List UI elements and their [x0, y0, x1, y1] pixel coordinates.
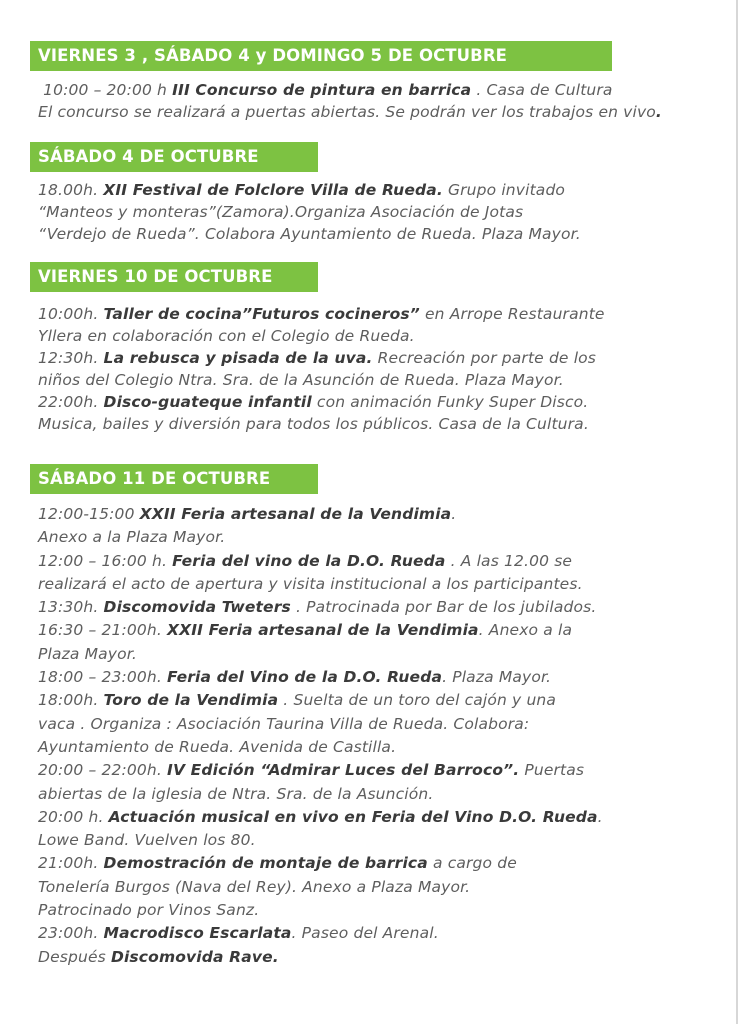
event-line: El concurso se realizará a puertas abiertas. Se podrán ver los trabajos en vivo. — [38, 103, 662, 121]
event-title: Feria del Vino de la D.O. Rueda — [167, 668, 443, 687]
event-line: 12:30h. La rebusca y pisada de la uva. Recreación por parte de los — [38, 349, 597, 367]
event-line: 21:00h. Demostración de montaje de barrica a cargo de — [38, 854, 517, 873]
event-line: “Verdejo de Rueda”. Colabora Ayuntamiento de Rueda. Plaza Mayor. — [38, 225, 581, 243]
event-title: Toro de la Vendimia — [103, 691, 279, 710]
event-title: La rebusca y pisada de la uva. — [103, 349, 373, 367]
event-title: Discomovida Rave. — [110, 947, 279, 966]
date-banner-oct-3-5: VIERNES 3 , SÁBADO 4 y DOMINGO 5 DE OCTUBRE — [30, 41, 612, 71]
event-line: abiertas de la iglesia de Ntra. Sra. de la Asunción. — [38, 784, 434, 803]
page-edge-divider — [736, 0, 738, 1024]
event-line: 12:00-15:00 XXII Feria artesanal de la Vendimia. — [38, 505, 457, 523]
event-line: realizará el acto de apertura y visita institucional a los participantes. — [38, 574, 583, 593]
event-title: Disco-guateque infantil — [103, 393, 312, 411]
date-banner-oct-11: SÁBADO 11 DE OCTUBRE — [30, 464, 318, 494]
event-title: XXII Feria artesanal de la Vendimia — [139, 505, 452, 523]
event-line: Yllera en colaboración con el Colegio de Rueda. — [38, 327, 415, 345]
event-line: vaca . Organiza : Asociación Taurina Villa de Rueda. Colabora: — [38, 714, 530, 733]
event-line: 12:00 – 16:00 h. Feria del vino de la D.O. Rueda . A las 12.00 se — [38, 551, 573, 570]
event-line: 23:00h. Macrodisco Escarlata. Paseo del Arenal. — [38, 924, 439, 943]
event-line: Ayuntamiento de Rueda. Avenida de Castilla. — [38, 737, 397, 756]
date-banner-oct-10: VIERNES 10 DE OCTUBRE — [30, 262, 318, 292]
date-banner-oct-4: SÁBADO 4 DE OCTUBRE — [30, 142, 318, 172]
event-line: 18.00h. XII Festival de Folclore Villa de Rueda. Grupo invitado — [38, 181, 566, 199]
event-title: Demostración de montaje de barrica — [103, 854, 428, 873]
event-title: III Concurso de pintura en barrica — [172, 81, 472, 99]
event-title: Taller de cocina”Futuros cocineros” — [103, 305, 420, 323]
event-title: XXII Feria artesanal de la Vendimia — [167, 621, 479, 640]
event-line: 18:00h. Toro de la Vendimia . Suelta de un toro del cajón y una — [38, 691, 557, 710]
event-title: Discomovida Tweters — [103, 598, 291, 617]
event-line: 20:00 h. Actuación musical en vivo en Feria del Vino D.O. Rueda. — [38, 807, 603, 826]
event-line: Lowe Band. Vuelven los 80. — [38, 831, 256, 850]
event-line: “Manteos y monteras”(Zamora).Organiza Asociación de Jotas — [38, 203, 524, 221]
event-line: 10:00h. Taller de cocina”Futuros cocineros” en Arrope Restaurante — [38, 305, 605, 323]
section-oct-10-text — [38, 303, 605, 435]
section-oct-4-text — [38, 179, 581, 245]
event-title: IV Edición “Admirar Luces del Barroco”. — [167, 761, 520, 780]
event-line: 22:00h. Disco-guateque infantil con animación Funky Super Disco. — [38, 393, 589, 411]
event-title: Feria del vino de la D.O. Rueda — [172, 551, 446, 570]
event-line: 13:30h. Discomovida Tweters . Patrocinada por Bar de los jubilados. — [38, 598, 597, 617]
event-line: Patrocinado por Vinos Sanz. — [38, 901, 260, 920]
event-line: Musica, bailes y diversión para todos los públicos. Casa de la Cultura. — [38, 415, 589, 433]
event-line: 20:00 – 22:00h. IV Edición “Admirar Luces del Barroco”. Puertas — [38, 761, 585, 780]
event-line: 16:30 – 21:00h. XXII Feria artesanal de la Vendimia. Anexo a la — [38, 621, 573, 640]
section-oct-3-5-text — [38, 79, 662, 123]
section-oct-11-text — [38, 503, 603, 969]
event-line: Tonelería Burgos (Nava del Rey). Anexo a Plaza Mayor. — [38, 877, 471, 896]
event-title: XII Festival de Folclore Villa de Rueda. — [103, 181, 443, 199]
event-line: 18:00 – 23:00h. Feria del Vino de la D.O. Rueda. Plaza Mayor. — [38, 668, 552, 687]
event-title: Actuación musical en vivo en Feria del Vino D.O. Rueda — [108, 807, 598, 826]
event-line: Plaza Mayor. — [38, 644, 137, 663]
event-line: 10:00 – 20:00 h III Concurso de pintura en barrica . Casa de Cultura — [43, 81, 613, 99]
event-line: Después Discomovida Rave. — [38, 947, 279, 966]
event-line: Anexo a la Plaza Mayor. — [38, 528, 226, 547]
event-line: niños del Colegio Ntra. Sra. de la Asunción de Rueda. Plaza Mayor. — [38, 371, 564, 389]
event-title: Macrodisco Escarlata — [103, 924, 292, 943]
